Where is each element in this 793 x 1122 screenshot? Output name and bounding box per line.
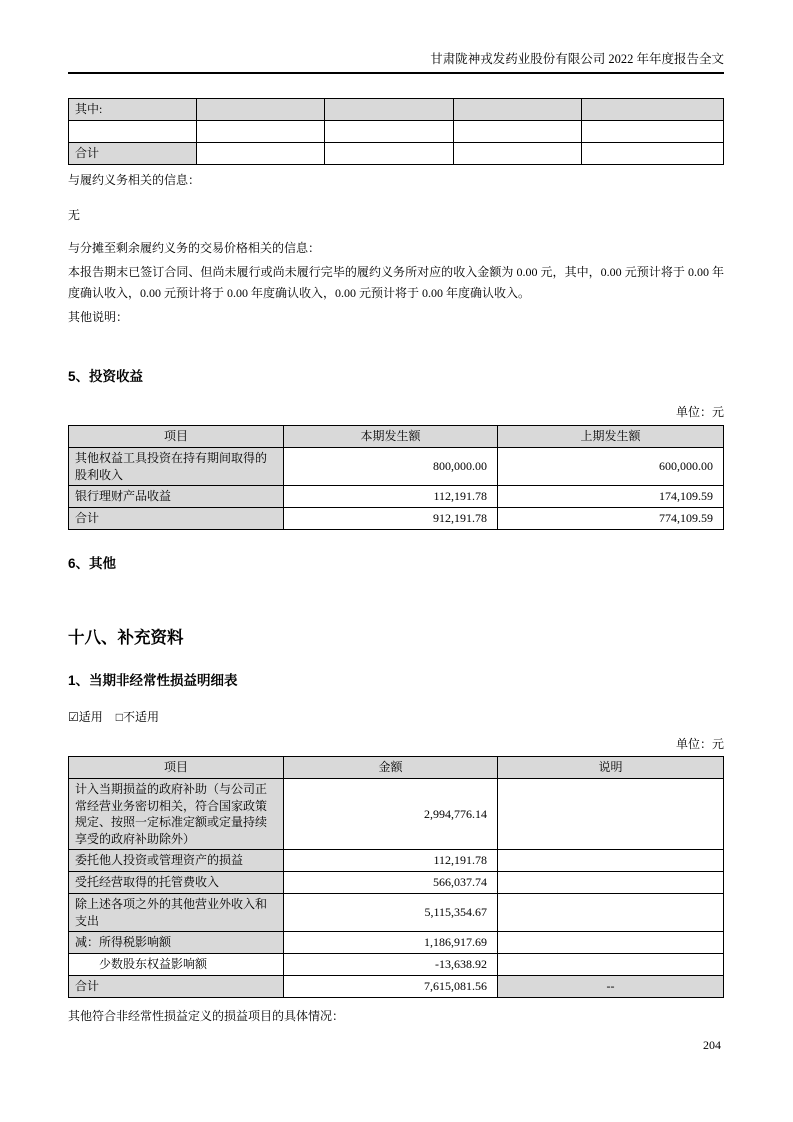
table-cell: 其中: (69, 99, 197, 121)
empty-table-cell (498, 872, 724, 894)
table-row (69, 143, 724, 165)
table-cell: 其他权益工具投资在持有期间取得的股利收入 (69, 448, 284, 486)
allocation-info-label: 与分摊至剩余履约义务的交易价格相关的信息： (68, 241, 321, 255)
nonrecurring-items-table (68, 756, 724, 998)
table-cell: 112,191.78 (284, 486, 498, 508)
table-cell: -13,638.92 (284, 954, 498, 976)
table-row (69, 99, 724, 121)
table-row (69, 426, 724, 448)
table-cell: 少数股东权益影响额 (69, 954, 284, 976)
empty-table-cell (498, 894, 724, 932)
empty-table-cell (197, 121, 325, 143)
table-row (69, 872, 724, 894)
empty-table-cell (498, 779, 724, 850)
table-cell: 774,109.59 (498, 508, 724, 530)
applicable-checkbox-checked: ☑适用 (68, 710, 103, 724)
table-cell: 800,000.00 (284, 448, 498, 486)
empty-table-cell (325, 121, 454, 143)
empty-table-cell (69, 121, 197, 143)
unit-label-nonrecurring: 单位：元 (675, 737, 724, 751)
empty-table-cell (325, 99, 454, 121)
table-cell: 计入当期损益的政府补助（与公司正常经营业务密切相关，符合国家政策规定、按照一定标准定额或定量持续享受的政府补助除外） (69, 779, 284, 850)
table-cell: 112,191.78 (284, 850, 498, 872)
table-cell: 912,191.78 (284, 508, 498, 530)
table-cell: 本期发生额 (284, 426, 498, 448)
table-cell: 合计 (69, 508, 284, 530)
allocation-paragraph: 本报告期末已签订合同、但尚未履行或尚未履行完毕的履约义务所对应的收入金额为 0.00 元，其中，0.00 元预计将于 0.00 年度确认收入，0.00 元预计将于 0.00 年度确认收入，0.00 元预计将于 0.00 年度确认收入。 (68, 265, 724, 300)
table-cell: 除上述各项之外的其他营业外收入和支出 (69, 894, 284, 932)
table-cell: 5,115,354.67 (284, 894, 498, 932)
other-heading: 6、其他 (68, 556, 117, 571)
empty-table-cell (454, 121, 582, 143)
table-cell: 2,994,776.14 (284, 779, 498, 850)
supplementary-info-heading: 十八、补充资料 (68, 629, 184, 647)
table-row (69, 121, 724, 143)
table-cell: 银行理财产品收益 (69, 486, 284, 508)
empty-table-cell (582, 143, 724, 165)
empty-table-cell (498, 850, 724, 872)
table-row (69, 508, 724, 530)
page-header (68, 0, 724, 74)
table-cell: -- (498, 976, 724, 998)
none-value: 无 (68, 208, 81, 222)
table-row (69, 448, 724, 486)
obligation-info-label: 与履约义务相关的信息： (68, 173, 201, 187)
table-cell: 566,037.74 (284, 872, 498, 894)
table-cell: 合计 (69, 976, 284, 998)
investment-income-heading: 5、投资收益 (68, 369, 144, 384)
table-row (69, 954, 724, 976)
table-cell: 项目 (69, 757, 284, 779)
table-cell: 7,615,081.56 (284, 976, 498, 998)
table-row (69, 757, 724, 779)
table-cell: 受托经营取得的托管费收入 (69, 872, 284, 894)
empty-table-cell (498, 932, 724, 954)
nonrecurring-heading: 1、当期非经常性损益明细表 (68, 673, 238, 688)
other-notes-label: 其他说明： (68, 310, 129, 324)
unit-label-investment: 单位：元 (675, 405, 724, 419)
table-row (69, 894, 724, 932)
header-title: 甘肃陇神戎发药业股份有限公司 2022 年年度报告全文 (430, 52, 724, 66)
investment-income-table (68, 425, 724, 530)
empty-table-cell (582, 121, 724, 143)
table-cell: 说明 (498, 757, 724, 779)
table-row (69, 850, 724, 872)
empty-table-cell (197, 99, 325, 121)
table-cell: 合计 (69, 143, 197, 165)
empty-table-cell (325, 143, 454, 165)
empty-table-cell (454, 99, 582, 121)
table-cell: 减：所得税影响额 (69, 932, 284, 954)
table-cell: 委托他人投资或管理资产的损益 (69, 850, 284, 872)
not-applicable-checkbox-unchecked: □不适用 (115, 710, 160, 724)
table-cell: 项目 (69, 426, 284, 448)
table-cell: 上期发生额 (498, 426, 724, 448)
empty-table-cell (454, 143, 582, 165)
table-row (69, 779, 724, 850)
table-cell: 174,109.59 (498, 486, 724, 508)
closing-label: 其他符合非经常性损益定义的损益项目的具体情况： (68, 1009, 345, 1023)
empty-table-cell (197, 143, 325, 165)
table-cell: 金额 (284, 757, 498, 779)
carryover-table (68, 98, 724, 165)
empty-table-cell (582, 99, 724, 121)
table-row (69, 976, 724, 998)
table-cell: 600,000.00 (498, 448, 724, 486)
empty-table-cell (498, 954, 724, 976)
table-row (69, 932, 724, 954)
table-row (69, 486, 724, 508)
applicability-line (68, 710, 724, 725)
page-number: 204 (703, 1038, 721, 1052)
table-cell: 1,186,917.69 (284, 932, 498, 954)
